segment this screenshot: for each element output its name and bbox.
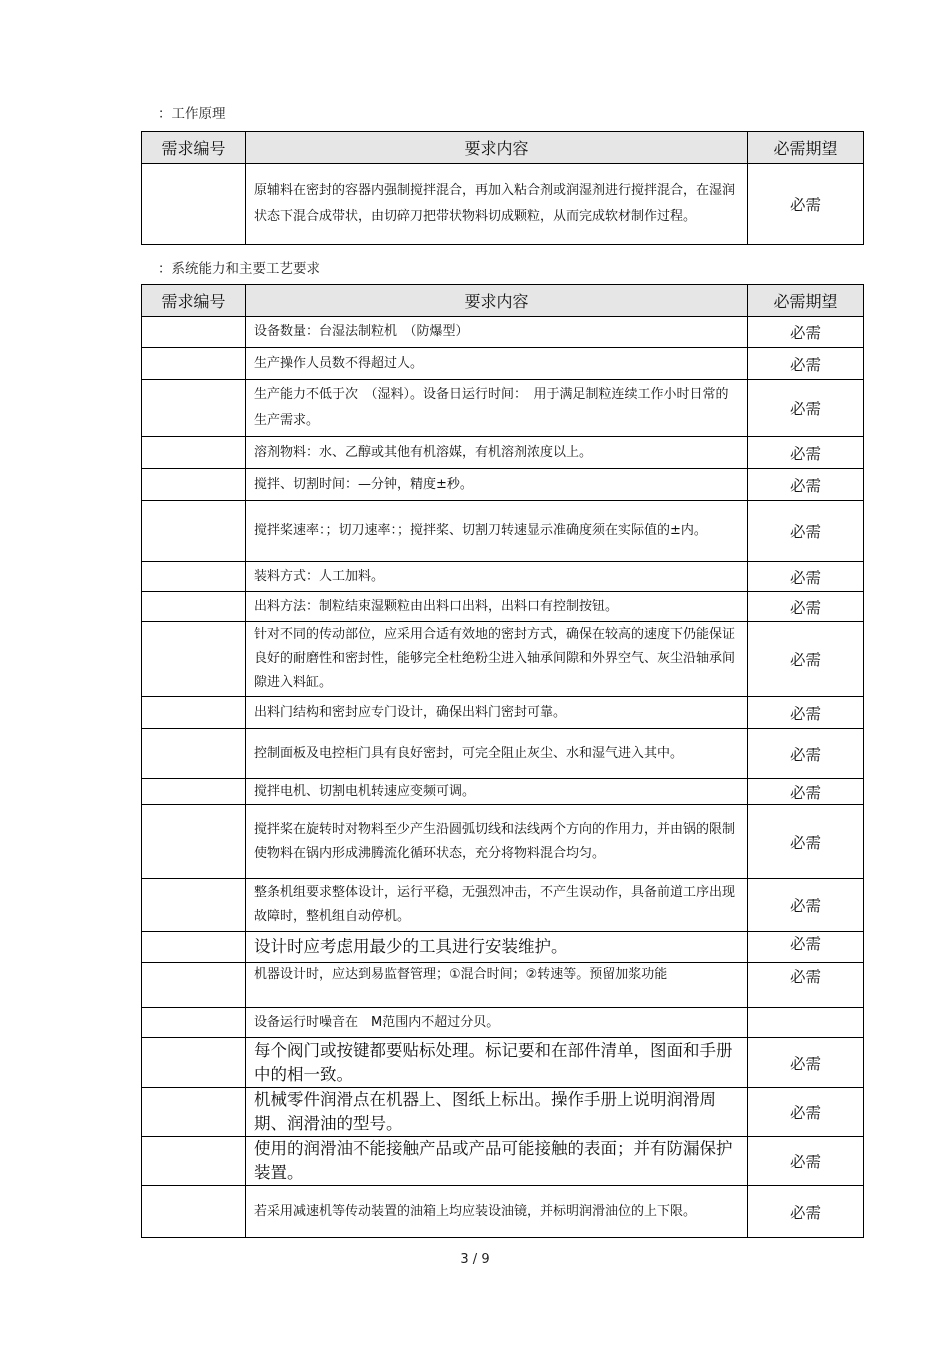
req-content-cell: 出料门结构和密封应专门设计，确保出料门密封可靠。 (246, 697, 748, 729)
req-level-cell: 必需 (748, 729, 864, 779)
req-content-cell: 机器设计时，应达到易监督管理；①混合时间；②转速等。预留加浆功能 (246, 963, 748, 1008)
req-level-cell: 必需 (748, 348, 864, 380)
req-level-cell: 必需 (748, 164, 864, 245)
working-principle-table (141, 131, 864, 245)
table-row (142, 501, 864, 562)
table-header-row (142, 285, 864, 317)
table-row (142, 164, 864, 245)
table-row (142, 1038, 864, 1088)
page-number: 3 / 9 (460, 1252, 490, 1267)
table-row (142, 879, 864, 932)
req-content-cell: 搅拌桨速率：；切刀速率：；搅拌桨、切割刀转速显示准确度须在实际值的±内。 (246, 501, 748, 562)
req-content-cell: 出料方法：制粒结束湿颗粒由出料口出料，出料口有控制按钮。 (246, 592, 748, 622)
header-req-id: 需求编号 (142, 132, 246, 164)
req-level-cell: 必需 (748, 963, 864, 1008)
table-row (142, 1186, 864, 1238)
req-content-cell: 生产操作人员数不得超过人。 (246, 348, 748, 380)
table-header-row (142, 132, 864, 164)
req-id-cell (142, 469, 246, 501)
req-level-cell (748, 1008, 864, 1038)
req-level-cell: 必需 (748, 779, 864, 805)
table-row (142, 697, 864, 729)
req-level-cell: 必需 (748, 1038, 864, 1088)
req-id-cell (142, 437, 246, 469)
req-content-cell: 使用的润滑油不能接触产品或产品可能接触的表面；并有防漏保护装置。 (246, 1137, 748, 1186)
header-content: 要求内容 (246, 132, 748, 164)
req-id-cell (142, 1008, 246, 1038)
table-row (142, 1088, 864, 1137)
req-content-cell: 整条机组要求整体设计，运行平稳，无强烈冲击，不产生误动作，具备前道工序出现故障时，整机组自动停机。 (246, 879, 748, 932)
table-row (142, 805, 864, 879)
header-req-level: 必需期望 (748, 132, 864, 164)
req-level-cell: 必需 (748, 932, 864, 963)
table-row (142, 592, 864, 622)
req-level-cell: 必需 (748, 1137, 864, 1186)
req-content-cell: 每个阀门或按键都要贴标处理。标记要和在部件清单，图面和手册中的相一致。 (246, 1038, 748, 1088)
req-content-cell: 原辅料在密封的容器内强制搅拌混合，再加入粘合剂或润湿剂进行搅拌混合，在湿润状态下混合成带状，由切碎刀把带状物料切成颗粒，从而完成软材制作过程。 (246, 164, 748, 245)
req-id-cell (142, 1038, 246, 1088)
req-id-cell (142, 1186, 246, 1238)
req-id-cell (142, 1137, 246, 1186)
section-heading-system-capability: ：系统能力和主要工艺要求 (158, 261, 320, 277)
header-req-level: 必需期望 (748, 285, 864, 317)
req-id-cell (142, 1088, 246, 1137)
system-requirements-table (141, 284, 864, 1238)
req-level-cell: 必需 (748, 1088, 864, 1137)
req-content-cell: 搅拌桨在旋转时对物料至少产生沿圆弧切线和法线两个方向的作用力，并由锅的限制使物料在锅内形成沸腾流化循环状态，充分将物料混合均匀。 (246, 805, 748, 879)
table-row (142, 622, 864, 697)
req-id-cell (142, 622, 246, 697)
table-row (142, 963, 864, 1008)
req-level-cell: 必需 (748, 501, 864, 562)
req-id-cell (142, 729, 246, 779)
req-id-cell (142, 805, 246, 879)
req-id-cell (142, 348, 246, 380)
table-row (142, 1008, 864, 1038)
req-content-cell: 机械零件润滑点在机器上、图纸上标出。操作手册上说明润滑周期、润滑油的型号。 (246, 1088, 748, 1137)
req-content-cell: 搅拌电机、切割电机转速应变频可调。 (246, 779, 748, 805)
table-row (142, 437, 864, 469)
req-content-cell: 设计时应考虑用最少的工具进行安装维护。 (246, 932, 748, 963)
table-row (142, 729, 864, 779)
req-level-cell: 必需 (748, 469, 864, 501)
header-content: 要求内容 (246, 285, 748, 317)
req-id-cell (142, 592, 246, 622)
table-row (142, 469, 864, 501)
req-level-cell: 必需 (748, 380, 864, 437)
req-id-cell (142, 501, 246, 562)
table-row (142, 317, 864, 348)
req-content-cell: 针对不同的传动部位，应采用合适有效地的密封方式，确保在较高的速度下仍能保证良好的耐磨性和密封性，能够完全杜绝粉尘进入轴承间隙和外界空气、灰尘沿轴承间隙进入料缸。 (246, 622, 748, 697)
req-id-cell (142, 380, 246, 437)
req-content-cell: 生产能力不低于次 （湿料）。设备日运行时间： 用于满足制粒连续工作小时日常的生产需求。 (246, 380, 748, 437)
req-level-cell: 必需 (748, 592, 864, 622)
req-content-cell: 控制面板及电控柜门具有良好密封，可完全阻止灰尘、水和湿气进入其中。 (246, 729, 748, 779)
req-level-cell: 必需 (748, 562, 864, 592)
req-level-cell: 必需 (748, 879, 864, 932)
table-row (142, 562, 864, 592)
table-row (142, 779, 864, 805)
header-req-id: 需求编号 (142, 285, 246, 317)
table-row (142, 380, 864, 437)
req-level-cell: 必需 (748, 805, 864, 879)
req-content-cell: 溶剂物料：水、乙醇或其他有机溶媒，有机溶剂浓度以上。 (246, 437, 748, 469)
req-content-cell: 搅拌、切割时间：—分钟，精度±秒。 (246, 469, 748, 501)
table-row (142, 1137, 864, 1186)
req-content-cell: 若采用减速机等传动装置的油箱上均应装设油镜，并标明润滑油位的上下限。 (246, 1186, 748, 1238)
req-id-cell (142, 779, 246, 805)
req-id-cell (142, 932, 246, 963)
req-id-cell (142, 879, 246, 932)
req-id-cell (142, 317, 246, 348)
req-content-cell: 设备运行时噪音在 M范围内不超过分贝。 (246, 1008, 748, 1038)
table-row (142, 348, 864, 380)
req-content-cell: 设备数量：台湿法制粒机 （防爆型） (246, 317, 748, 348)
req-level-cell: 必需 (748, 622, 864, 697)
req-id-cell (142, 697, 246, 729)
req-level-cell: 必需 (748, 1186, 864, 1238)
req-level-cell: 必需 (748, 317, 864, 348)
req-id-cell (142, 963, 246, 1008)
req-id-cell (142, 562, 246, 592)
table-row (142, 932, 864, 963)
section-heading-working-principle: ：工作原理 (158, 106, 226, 122)
req-content-cell: 装料方式：人工加料。 (246, 562, 748, 592)
req-level-cell: 必需 (748, 697, 864, 729)
req-level-cell: 必需 (748, 437, 864, 469)
req-id-cell (142, 164, 246, 245)
